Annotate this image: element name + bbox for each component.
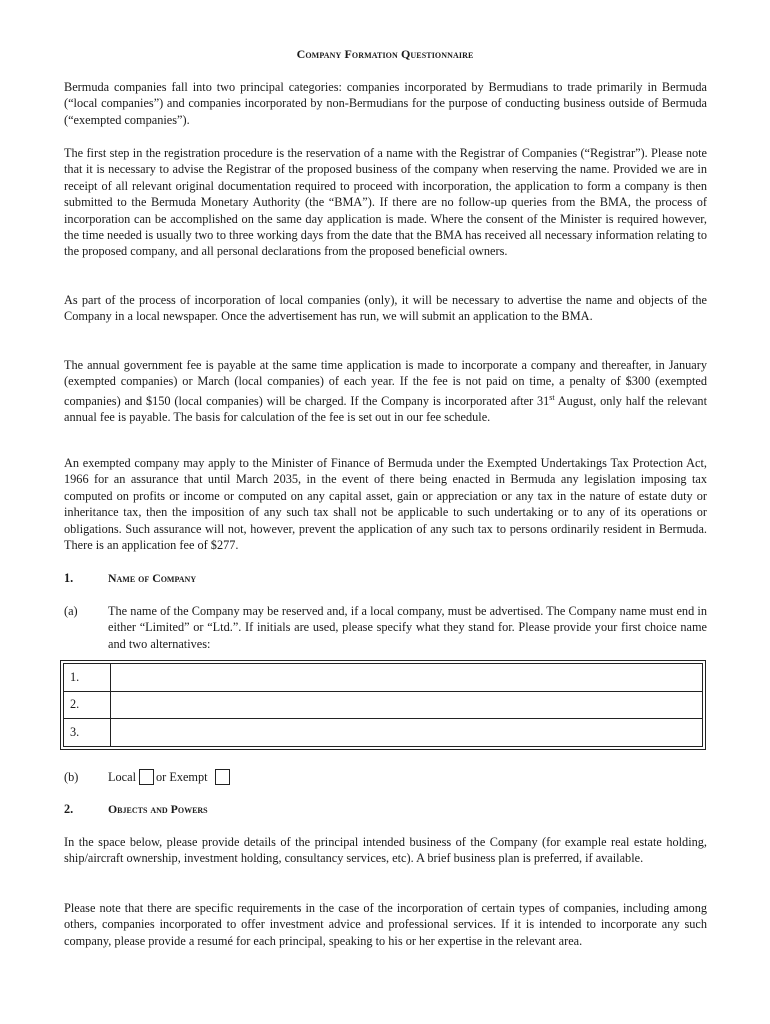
document-title: Company Formation Questionnaire	[296, 47, 474, 61]
section-2-paragraph-business: In the space below, please provide details of the principal intended business of the Company (for example real estate holding, ship/aircraft ownership, investment holding, consultancy services, etc). A brief business plan is preferred, if available.	[64, 835, 707, 866]
section-1a-text: The name of the Company may be reserved and, if a local company, must be advertised. The Company name must end in either “Limited” or “Ltd.”. If initials are used, please specify what they stand for. Please provide your first choice name and two alternatives:	[108, 604, 707, 651]
fee-text-start: The annual government fee is payable at the same time application is made to incorporate a company and thereafter, in January (exempted companies) or March (local companies) of each year. If the fee is not paid on time, a penalty of $300 (exempted companies) and $150 (local companies) will be charged. If the Company is incorporated after 31	[64, 358, 707, 408]
fee-paragraph	[64, 357, 707, 426]
name-choice-1-field[interactable]	[111, 664, 703, 692]
section-1-heading: Name of Company	[108, 571, 197, 585]
exempt-label: or Exempt	[156, 770, 208, 784]
name-choice-3-field[interactable]	[111, 719, 703, 747]
section-2-paragraph-requirements: Please note that there are specific requirements in the case of the incorporation of certain types of companies, including among others, companies incorporated to offer investment advice and professional services. If it is intended to incorporate any such company, please provide a resumé for each principal, speaking to his or her expertise in the relevant area.	[64, 901, 707, 948]
fee-superscript: st	[549, 392, 555, 402]
local-checkbox[interactable]	[139, 769, 154, 785]
section-1a-label: (a)	[64, 604, 78, 618]
section-1-number: 1.	[64, 571, 74, 585]
section-1b-label: (b)	[64, 770, 79, 784]
exempt-checkbox[interactable]	[215, 769, 230, 785]
name-choice-2-field[interactable]	[111, 691, 703, 719]
name-row-2	[64, 691, 703, 719]
company-name-table	[60, 660, 706, 750]
fee-text-end: August, only half the relevant annual fee is payable. The basis for calculation of the fee is set out in our fee schedule.	[64, 393, 707, 425]
intro-paragraph-categories: Bermuda companies fall into two principal categories: companies incorporated by Bermudians to trade primarily in Bermuda (“local companies”) and companies incorporated by non-Bermudians for the purpose of conducting business outside of Bermuda (“exempted companies”).	[64, 80, 707, 127]
name-row-1	[64, 664, 703, 692]
name-row-3	[64, 719, 703, 747]
name-row-number: 3.	[64, 719, 111, 747]
local-label: Local	[108, 770, 136, 784]
name-row-number: 2.	[64, 691, 111, 719]
section-2-number: 2.	[64, 802, 74, 816]
company-type-choice	[108, 769, 232, 785]
intro-paragraph-advertisement: As part of the process of incorporation of local companies (only), it will be necessary to advertise the name and objects of the Company in a local newspaper. Once the advertisement has run, we will submit an application to the BMA.	[64, 293, 707, 324]
exempted-paragraph: An exempted company may apply to the Minister of Finance of Bermuda under the Exempted Undertakings Tax Protection Act, 1966 for an assurance that until March 2035, in the event of there being enacted in Bermuda any legislation imposing tax computed on profits or income or computed on any capital asset, gain or appreciation or any tax in the nature of estate duty or inheritance tax, then the imposition of any such tax shall not be applicable to such undertaking or to any of its operations or obligations. Such assurance will not, however, prevent the application of any such tax to persons ordinarily resident in Bermuda. There is an application fee of $277.	[64, 456, 707, 553]
name-row-number: 1.	[64, 664, 111, 692]
intro-paragraph-registration: The first step in the registration procedure is the reservation of a name with the Registrar of Companies (“Registrar”). Please note that it is necessary to advise the Registrar of the proposed business of the company when reserving the name. Provided we are in receipt of all relevant original documentation required to proceed with incorporation, the application to form a company is then submitted to the Bermuda Monetary Authority (the “BMA”). If there are no follow-up queries from the BMA, the process of incorporation can be accomplished on the same day application is made. Where the consent of the Minister is required however, the time needed is usually two to three working days from the date that the BMA has received all necessary information relating to the proposed company, and all personal declarations from the proposed beneficial owners.	[64, 146, 707, 259]
section-2-heading: Objects and Powers	[108, 802, 208, 816]
